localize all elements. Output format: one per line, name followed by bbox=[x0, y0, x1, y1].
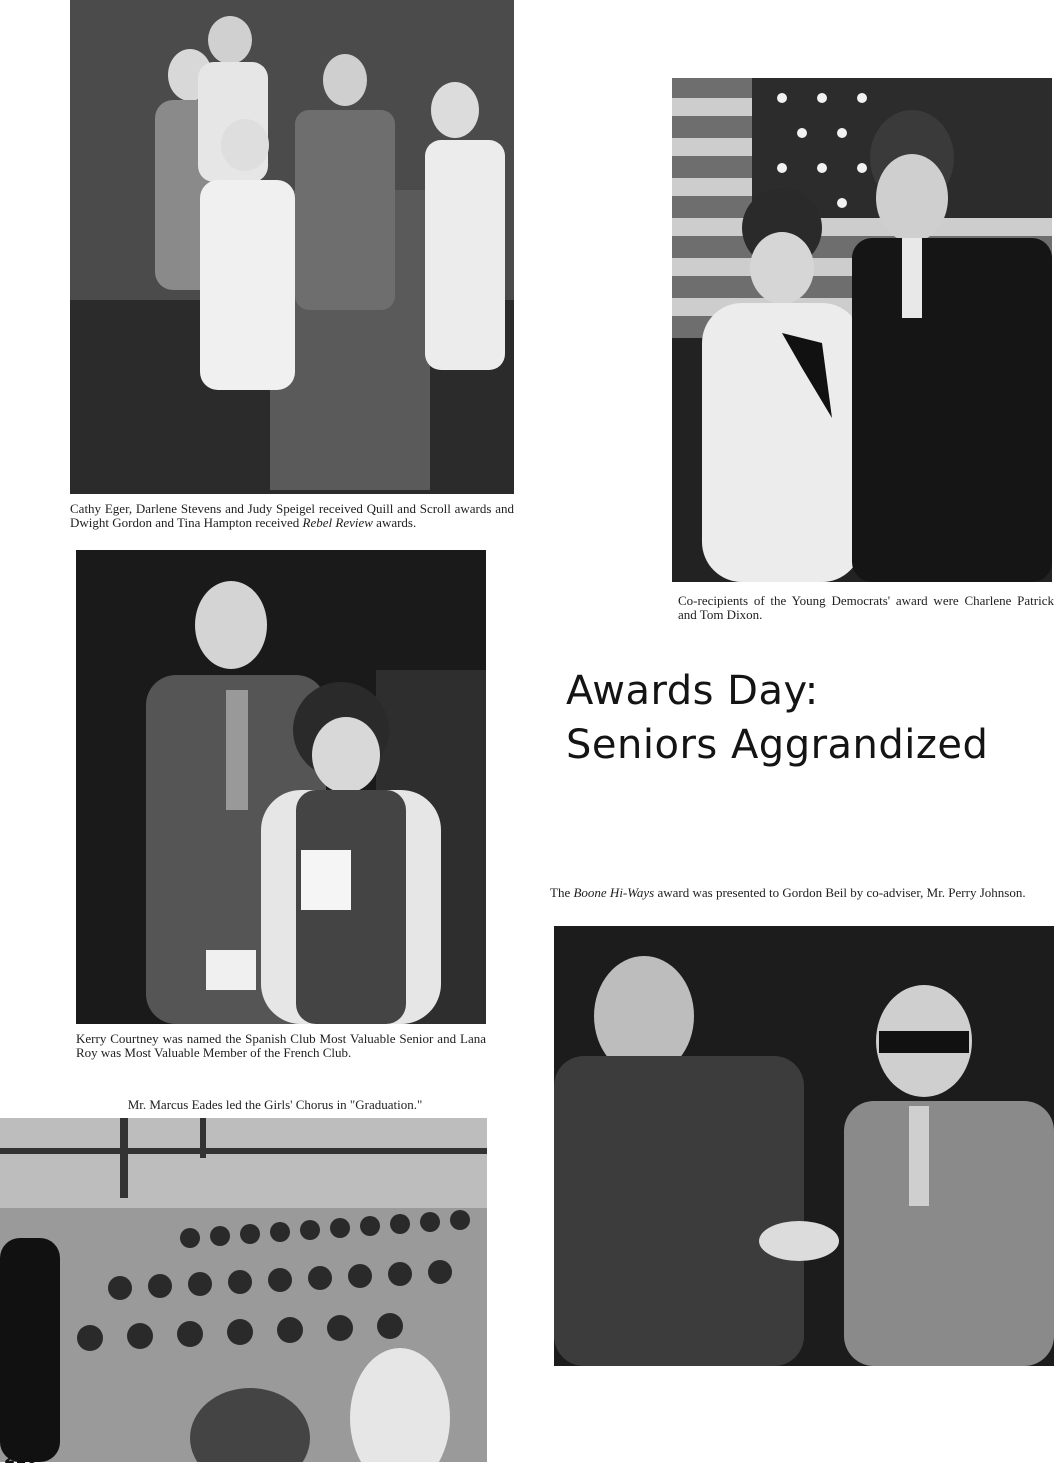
photo-young-democrats-award bbox=[672, 78, 1052, 582]
photo-boone-hiways-award bbox=[554, 926, 1054, 1366]
publication-title: Boone Hi-Ways bbox=[573, 885, 655, 900]
caption-spanish-french-club-awards: Kerry Courtney was named the Spanish Club Most Valuable Senior and Lana Roy was Most Valuable Member of the French Club. bbox=[76, 1031, 486, 1060]
page-number: 210 bbox=[4, 1448, 38, 1467]
page-headline bbox=[566, 664, 1046, 772]
caption-quill-scroll-award: Cathy Eger, Darlene Stevens and Judy Speigel received Quill and Scroll awards and Dwight Gordon and Tina Hampton received Rebel Review awards. bbox=[70, 501, 514, 530]
publication-title: Rebel Review bbox=[302, 515, 373, 530]
caption-boone-hiways-award: The Boone Hi-Ways award was presented to Gordon Beil by co-adviser, Mr. Perry Johnson. bbox=[550, 885, 1026, 900]
headline-line-1: Awards Day: bbox=[566, 668, 819, 714]
caption-girls-chorus: Mr. Marcus Eades led the Girls' Chorus in "Graduation." bbox=[127, 1097, 423, 1112]
photo-quill-scroll-award-group bbox=[70, 0, 514, 494]
photo-spanish-french-club-awards bbox=[76, 550, 486, 1024]
caption-young-democrats-award: Co-recipients of the Young Democrats' award were Charlene Patrick and Tom Dixon. bbox=[678, 593, 1054, 622]
headline-line-2: Seniors Aggrandized bbox=[566, 722, 989, 768]
photo-girls-chorus bbox=[0, 1118, 487, 1462]
